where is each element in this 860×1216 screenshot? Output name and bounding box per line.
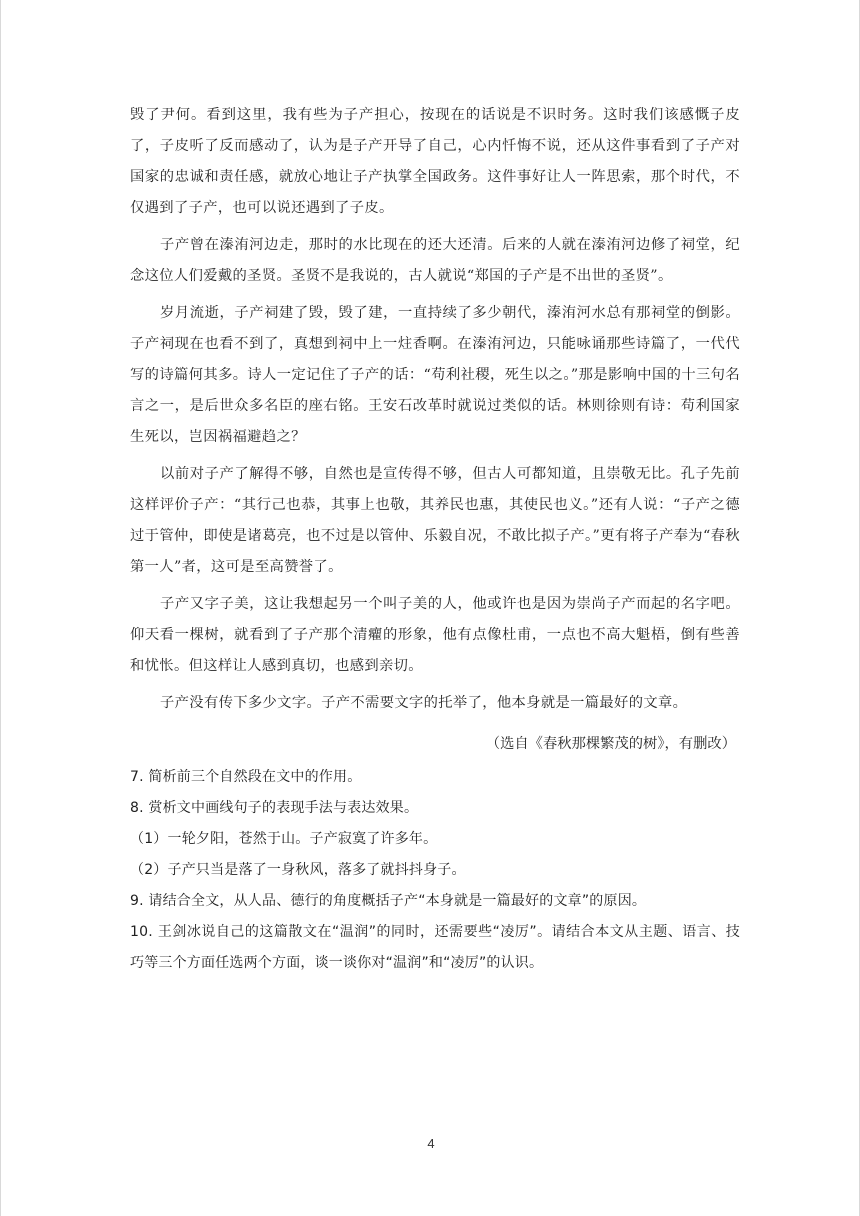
question-9: 9. 请结合全文，从人品、德行的角度概括子产“本身就是一篇最好的文章”的原因。 (130, 893, 647, 909)
page-number: 4 (427, 1136, 435, 1151)
article-paragraph-3: 岁月流逝，子产祠建了毁，毁了建，一直持续了多少朝代，溱洧河水总有那祠堂的倒影。子产祠现在也看不到了，真想到祠中上一炷香啊。在溱洧河边，只能咏诵那些诗篇了，一代代写的诗篇何其多。诗人一定记住了子产的话：“苟利社稷，死生以之。”那是影响中国的十三句名言之一，是后世众多名臣的座右铭。王安石改革时就说过类似的话。林则徐则有诗：苟利国家生死以，岂因祸福避趋之？ (130, 305, 740, 445)
question-8-item-1: （1）一轮夕阳，苍然于山。子产寂寞了许多年。 (130, 831, 438, 847)
question-7: 7. 简析前三个自然段在文中的作用。 (130, 769, 362, 785)
question-list (130, 762, 740, 979)
article-paragraph-1: 毁了尹何。看到这里，我有些为子产担心，按现在的话说是不识时务。这时我们该感慨子皮了，子皮听了反而感动了，认为是子产开导了自己，心内忏悔不说，还从这件事看到了子产对国家的忠诚和责任感，就放心地让子产执掌全国政务。这件事好让人一阵思索，那个时代，不仅遇到了子产，也可以说还遇到了子皮。 (130, 107, 740, 216)
question-10: 10. 王剑冰说自己的这篇散文在“温润”的同时，还需要些“凌厉”。请结合本文从主题、语言、技巧等三个方面任选两个方面，谈一谈你对“温润”和“凌厉”的认识。 (130, 924, 740, 971)
article-paragraph-5: 子产又字子美，这让我想起另一个叫子美的人，他或许也是因为崇尚子产而起的名字吧。仰天看一棵树，就看到了子产那个清癯的形象，他有点像杜甫，一点也不高大魁梧，倒有些善和忧怅。但这样让人感到真切，也感到亲切。 (130, 596, 740, 674)
article-source: （选自《春秋那棵繁茂的树》，有删改） (485, 736, 736, 752)
question-8: 8. 赏析文中画线句子的表现手法与表达效果。 (130, 800, 419, 816)
page-content (130, 100, 740, 979)
article-paragraph-4: 以前对子产了解得不够，自然也是宣传得不够，但古人可都知道，且崇敬无比。孔子先前这样评价子产：“其行己也恭，其事上也敬，其养民也惠，其使民也义。”还有人说：“子产之德过于管仲，即使是诸葛亮，也不过是以管仲、乐毅自况，不敢比拟子产。”更有将子产奉为“春秋第一人”者，这可是至高赞誉了。 (130, 466, 740, 575)
article-paragraph-2: 子产曾在溱洧河边走，那时的水比现在的还大还清。后来的人就在溱洧河边修了祠堂，纪念这位人们爱戴的圣贤。圣贤不是我说的，古人就说“郑国的子产是不出世的圣贤”。 (130, 237, 740, 284)
question-8-item-2: （2）子产只当是落了一身秋风，落多了就抖抖身子。 (130, 862, 466, 878)
article-paragraph-6: 子产没有传下多少文字。子产不需要文字的托举了，他本身就是一篇最好的文章。 (160, 695, 688, 711)
article-body (130, 100, 740, 760)
